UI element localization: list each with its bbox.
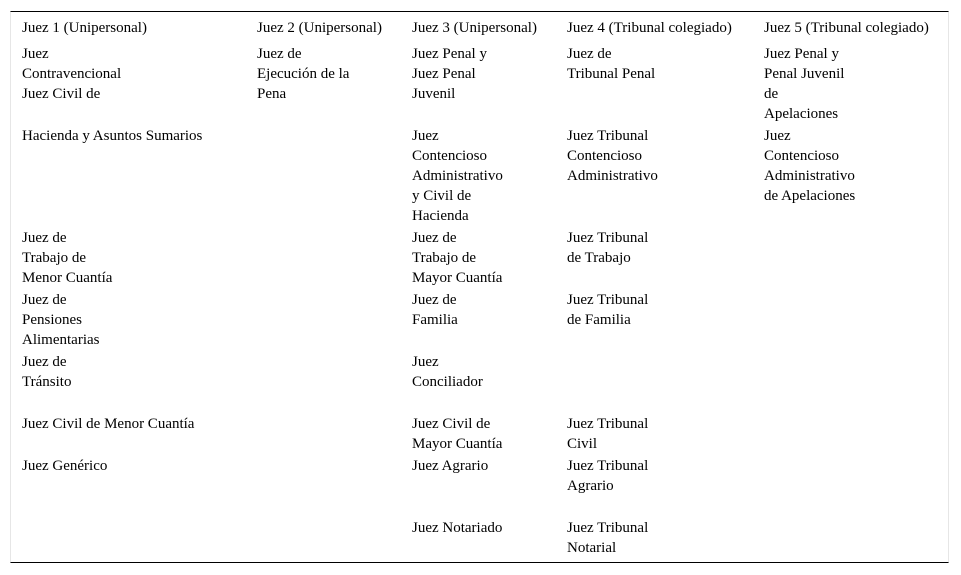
table-cell: Juez Contravencional Juez Civil de <box>22 46 122 102</box>
table-cell: Juez Agrario <box>412 458 489 474</box>
table-cell: Juez Tribunal Civil <box>567 416 649 452</box>
judges-table <box>10 11 949 563</box>
header-juez-5: Juez 5 (Tribunal colegiado) <box>764 20 929 36</box>
table-cell: Juez de Trabajo de Mayor Cuantía <box>412 230 503 286</box>
table-cell: Juez de Trabajo de Menor Cuantía <box>22 230 113 286</box>
table-cell: Juez de Tribunal Penal <box>567 46 656 82</box>
table-cell: Juez Civil de Menor Cuantía <box>22 416 195 432</box>
header-juez-1: Juez 1 (Unipersonal) <box>22 20 147 36</box>
header-juez-4: Juez 4 (Tribunal colegiado) <box>567 20 732 36</box>
header-juez-3: Juez 3 (Unipersonal) <box>412 20 537 36</box>
table-cell: Juez Civil de Mayor Cuantía <box>412 416 503 452</box>
table-cell: Juez Genérico <box>22 458 108 474</box>
table-cell: Juez Penal y Juez Penal Juvenil <box>412 46 487 102</box>
table-cell: Juez de Pensiones Alimentarias <box>22 292 100 348</box>
table-cell: Juez Conciliador <box>412 354 483 390</box>
table-cell: Juez Tribunal Agrario <box>567 458 649 494</box>
table-cell: Juez Tribunal Contencioso Administrativo <box>567 128 658 184</box>
header-juez-2: Juez 2 (Unipersonal) <box>257 20 382 36</box>
table-cell: Juez de Familia <box>412 292 458 328</box>
table-cell: Juez Contencioso Administrativo de Apelaciones <box>764 128 856 204</box>
table-cell: Juez de Tránsito <box>22 354 72 390</box>
table-cell: Juez Notariado <box>412 520 503 536</box>
table-cell: Juez de Ejecución de la Pena <box>257 46 350 102</box>
table-cell: Juez Tribunal de Familia <box>567 292 649 328</box>
table-cell: Juez Tribunal Notarial <box>567 520 649 556</box>
table-cell: Juez Tribunal de Trabajo <box>567 230 649 266</box>
table-cell: Juez Penal y Penal Juvenil de Apelaciones <box>764 46 845 122</box>
table-cell: Juez Contencioso Administrativo y Civil de Hacienda <box>412 128 503 224</box>
table-cell: Hacienda y Asuntos Sumarios <box>22 128 203 144</box>
